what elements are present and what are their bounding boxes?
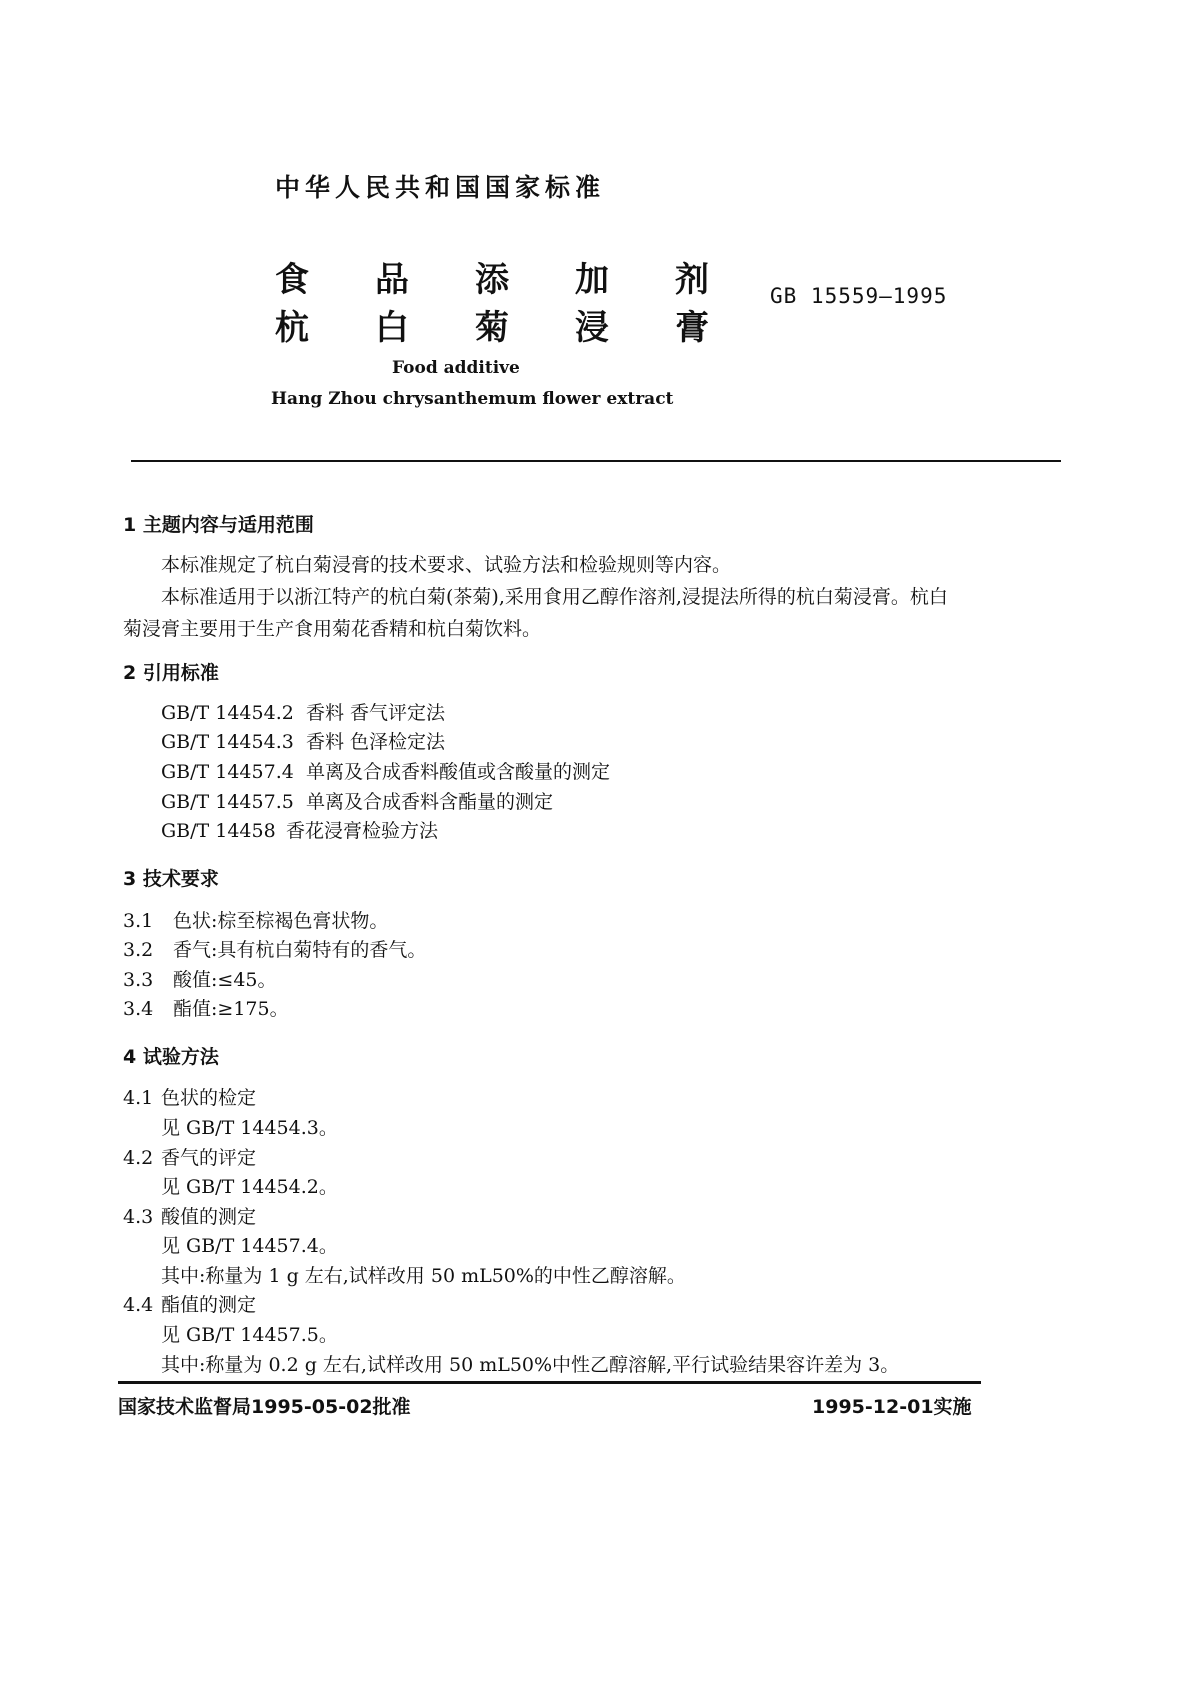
item-number: 3.4 xyxy=(123,998,154,1020)
reference-row xyxy=(161,786,553,818)
item-number: 4.1 xyxy=(123,1087,154,1109)
title-char: 杭 xyxy=(275,308,309,348)
item-number: 4.4 xyxy=(123,1294,154,1316)
effective-date: 1995-12-01实施 xyxy=(812,1396,972,1418)
item-text: 酯值的测定 xyxy=(161,1294,257,1316)
title-char: 菊 xyxy=(475,308,509,348)
reference-row xyxy=(161,726,445,758)
requirement-item xyxy=(123,905,388,937)
item-number: 3.2 xyxy=(123,939,154,961)
title-line-2 xyxy=(275,300,775,349)
method-title xyxy=(123,1289,256,1321)
title-char: 添 xyxy=(475,260,509,300)
requirement-item xyxy=(123,964,277,996)
title-line-1 xyxy=(275,252,775,301)
title-char: 浸 xyxy=(575,308,609,348)
item-text: 香气的评定 xyxy=(161,1147,257,1169)
item-text: 酸值的测定 xyxy=(161,1206,257,1228)
method-line: 其中:称量为 0.2 g 左右,试样改用 50 mL50%中性乙醇溶解,平行试验结果容许差为 3。 xyxy=(161,1354,900,1376)
item-text: 酸值:≤45。 xyxy=(173,969,277,991)
reference-row xyxy=(161,756,610,788)
method-title xyxy=(123,1201,256,1233)
item-text: 色状:棕至棕褐色膏状物。 xyxy=(173,910,389,932)
header-divider xyxy=(131,460,1061,462)
reference-code: GB/T 14458 xyxy=(161,820,276,842)
english-title-2: Hang Zhou chrysanthemum flower extract xyxy=(271,389,674,409)
requirement-item xyxy=(123,993,289,1025)
item-text: 酯值:≥175。 xyxy=(173,998,289,1020)
section-2-heading: 2 引用标准 xyxy=(123,662,219,684)
reference-title: 香料 香气评定法 xyxy=(306,702,446,724)
national-standard-heading: 中华人民共和国国家标准 xyxy=(275,173,606,202)
method-line: 见 GB/T 14457.4。 xyxy=(161,1235,338,1257)
item-text: 色状的检定 xyxy=(161,1087,257,1109)
title-char: 白 xyxy=(375,308,409,348)
standard-code: GB 15559—1995 xyxy=(770,284,948,308)
method-title xyxy=(123,1082,256,1114)
title-char: 剂 xyxy=(675,260,709,300)
item-text: 香气:具有杭白菊特有的香气。 xyxy=(173,939,427,961)
title-char: 膏 xyxy=(675,308,709,348)
title-char: 品 xyxy=(375,260,409,300)
reference-title: 单离及合成香料含酯量的测定 xyxy=(306,791,554,813)
method-title xyxy=(123,1142,256,1174)
method-line: 见 GB/T 14454.2。 xyxy=(161,1176,338,1198)
reference-code: GB/T 14454.3 xyxy=(161,731,294,753)
requirement-item xyxy=(123,934,426,966)
section-1-heading: 1 主题内容与适用范围 xyxy=(123,514,314,536)
footer-divider xyxy=(118,1381,981,1384)
method-line: 见 GB/T 14457.5。 xyxy=(161,1324,338,1346)
title-char: 加 xyxy=(575,260,609,300)
method-line: 其中:称量为 1 g 左右,试样改用 50 mL50%的中性乙醇溶解。 xyxy=(161,1265,686,1287)
item-number: 4.2 xyxy=(123,1147,154,1169)
method-line: 见 GB/T 14454.3。 xyxy=(161,1117,338,1139)
section-1-para-1: 本标准规定了杭白菊浸膏的技术要求、试验方法和检验规则等内容。 xyxy=(161,554,732,576)
item-number: 4.3 xyxy=(123,1206,154,1228)
item-number: 3.1 xyxy=(123,910,154,932)
section-1-para-2-line-2: 菊浸膏主要用于生产食用菊花香精和杭白菊饮料。 xyxy=(123,618,542,640)
section-4-heading: 4 试验方法 xyxy=(123,1046,219,1068)
reference-row xyxy=(161,815,438,847)
reference-code: GB/T 14454.2 xyxy=(161,702,294,724)
section-3-heading: 3 技术要求 xyxy=(123,868,219,890)
reference-title: 单离及合成香料酸值或含酸量的测定 xyxy=(306,761,611,783)
approval-line: 国家技术监督局1995-05-02批准 xyxy=(118,1396,411,1418)
reference-code: GB/T 14457.5 xyxy=(161,791,294,813)
reference-title: 香花浸膏检验方法 xyxy=(286,820,439,842)
reference-row xyxy=(161,697,445,729)
item-number: 3.3 xyxy=(123,969,154,991)
reference-title: 香料 色泽检定法 xyxy=(306,731,446,753)
reference-code: GB/T 14457.4 xyxy=(161,761,294,783)
title-char: 食 xyxy=(275,260,309,300)
section-1-para-2-line-1: 本标准适用于以浙江特产的杭白菊(茶菊),采用食用乙醇作溶剂,浸提法所得的杭白菊浸膏。杭白 xyxy=(161,586,948,608)
english-title-1: Food additive xyxy=(392,358,520,378)
